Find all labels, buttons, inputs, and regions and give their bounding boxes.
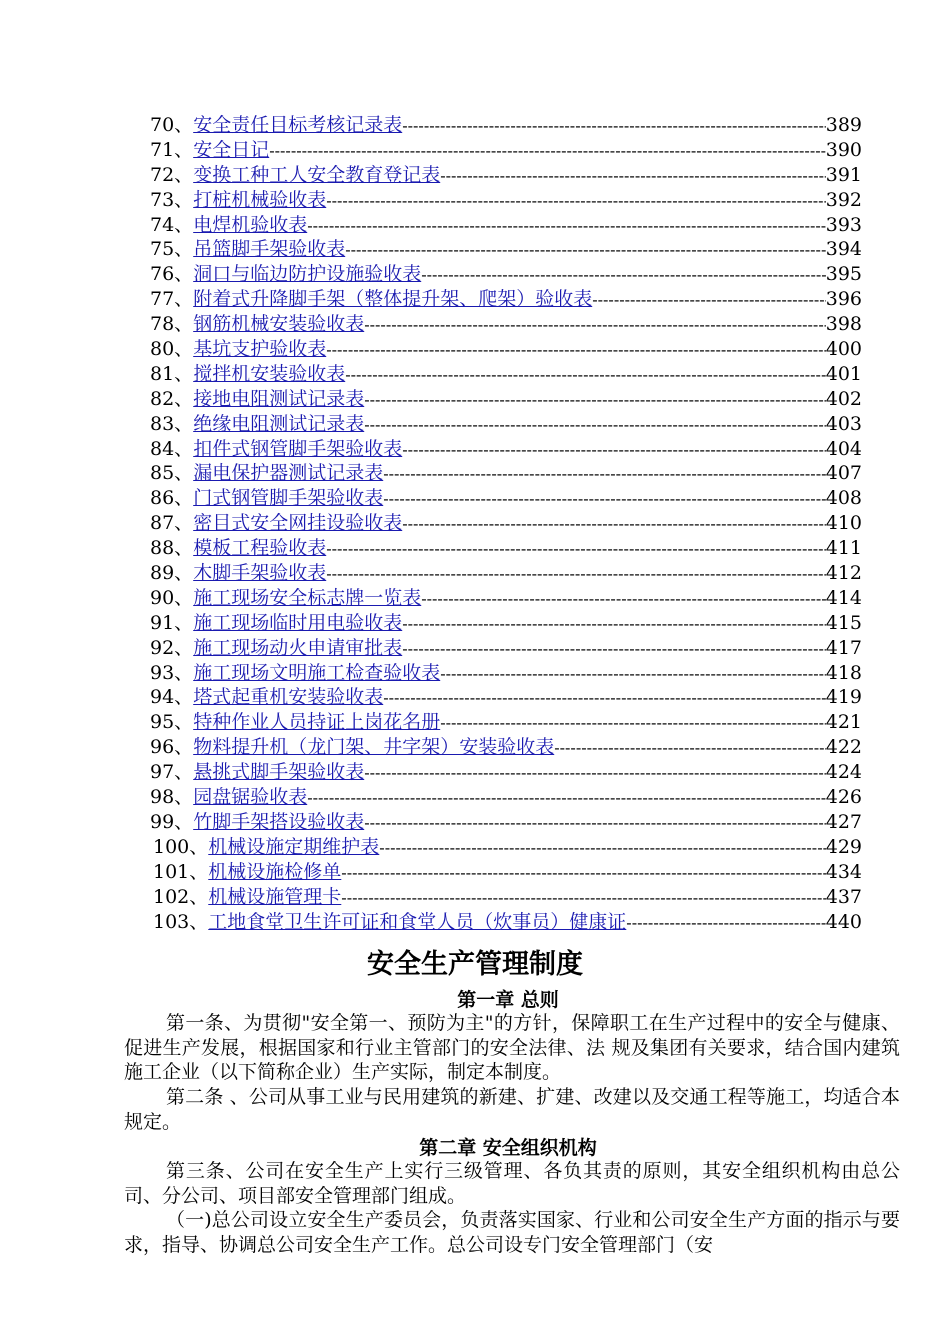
toc-number: 73、 [150,188,194,211]
toc-row [150,636,862,661]
toc-page-number: 410 [825,512,862,535]
toc-number: 82、 [150,387,194,410]
toc-number: 85、 [150,462,194,485]
toc-row [150,461,862,486]
toc-leader-dashes [402,438,826,462]
toc-leader-dashes [440,662,826,686]
article-paragraph: （一)总公司设立安全生产委员会，负责落实国家、行业和公司安全生产方面的指示与要求，指导、协调总公司安全生产工作。总公司设专门安全管理部门（安 [124,1209,900,1256]
toc-link[interactable]: 洞口与临边防护设施验收表 [193,263,422,286]
toc-leader-dashes [345,238,826,262]
toc-number: 98、 [150,786,194,809]
toc-number: 97、 [150,761,194,784]
toc-row [153,860,862,885]
toc-link[interactable]: 机械设施检修单 [208,860,342,883]
toc-link[interactable]: 机械设施管理卡 [208,885,342,908]
toc-leader-dashes [364,388,826,412]
toc-link[interactable]: 机械设施定期维护表 [208,835,380,858]
toc-leader-dashes [326,338,826,362]
toc-link[interactable]: 接地电阻测试记录表 [193,387,365,410]
toc-number: 91、 [150,611,194,634]
toc-number: 96、 [150,736,194,759]
toc-page-number: 402 [825,387,862,410]
toc-number: 103、 [153,910,209,933]
toc-row [153,910,862,935]
toc-row [150,312,862,337]
toc-page-number: 415 [825,611,862,634]
toc-leader-dashes [554,736,826,760]
toc-row [150,163,862,188]
toc-row [150,810,862,835]
toc-page-number: 389 [825,114,862,136]
toc-link[interactable]: 钢筋机械安装验收表 [193,313,365,336]
toc-leader-dashes [269,139,826,163]
toc-link[interactable]: 木脚手架验收表 [193,562,327,585]
toc-number: 92、 [150,636,194,659]
toc-link[interactable]: 基坑支护验收表 [193,338,327,361]
toc-row [150,760,862,785]
toc-leader-dashes [341,861,825,885]
toc-number: 94、 [150,686,194,709]
toc-number: 80、 [150,338,194,361]
toc-row [150,735,862,760]
toc-leader-dashes [421,263,826,287]
toc-leader-dashes [383,686,826,710]
toc-row [150,362,862,387]
toc-leader-dashes [592,288,826,312]
toc-row [150,262,862,287]
toc-leader-dashes [364,811,826,835]
toc-link[interactable]: 塔式起重机安装验收表 [193,686,384,709]
toc-page-number: 419 [825,686,862,709]
toc-row [150,113,862,138]
toc-number: 70、 [150,114,194,136]
toc-page-number: 422 [825,736,862,759]
table-of-contents [150,113,862,934]
toc-number: 74、 [150,213,194,236]
toc-page-number: 434 [825,860,862,883]
toc-row [150,437,862,462]
toc-leader-dashes [364,313,826,337]
toc-leader-dashes [383,487,826,511]
article-paragraph: 第三条、公司在安全生产上实行三级管理、各负其责的原则，其安全组织机构由总公司、分公司、项目部安全管理部门组成。 [124,1160,900,1207]
toc-leader-dashes [440,164,826,188]
toc-number: 95、 [150,711,194,734]
toc-row [153,835,862,860]
toc-leader-dashes [341,886,825,910]
toc-number: 78、 [150,313,194,336]
toc-row [150,237,862,262]
toc-page-number: 396 [825,288,862,311]
toc-row [150,412,862,437]
toc-page-number: 414 [825,586,862,609]
toc-page-number: 394 [825,238,862,261]
toc-link[interactable]: 打桩机械验收表 [193,188,327,211]
toc-number: 87、 [150,512,194,535]
toc-link[interactable]: 工地食堂卫生许可证和食堂人员（炊事员）健康证 [208,910,627,933]
toc-link[interactable]: 施工现场动火申请审批表 [193,636,403,659]
toc-row [150,611,862,636]
toc-page-number: 391 [825,163,862,186]
toc-leader-dashes [307,214,826,238]
toc-leader-dashes [626,911,825,935]
toc-row [150,561,862,586]
toc-number: 90、 [150,586,194,609]
toc-page-number: 398 [825,313,862,336]
toc-leader-dashes [402,612,826,636]
toc-row [150,661,862,686]
toc-page-number: 412 [825,562,862,585]
toc-page-number: 411 [825,537,862,560]
toc-page-number: 417 [825,636,862,659]
toc-page-number: 403 [825,412,862,435]
toc-link[interactable]: 电焊机验收表 [193,213,308,236]
toc-leader-dashes [364,761,826,785]
toc-page-number: 401 [825,362,862,385]
toc-number: 93、 [150,661,194,684]
toc-row [150,710,862,735]
toc-number: 76、 [150,263,194,286]
chapter-heading: 第一章 总则 [457,989,559,1011]
toc-page-number: 418 [825,661,862,684]
toc-row [150,188,862,213]
toc-leader-dashes [326,537,826,561]
toc-link[interactable]: 绝缘电阻测试记录表 [193,412,365,435]
toc-link[interactable]: 扣件式钢管脚手架验收表 [193,437,403,460]
toc-leader-dashes [345,363,826,387]
toc-row [150,287,862,312]
toc-link[interactable]: 漏电保护器测试记录表 [193,462,384,485]
toc-page-number: 424 [825,761,862,784]
toc-link[interactable]: 施工现场安全标志牌一览表 [193,586,422,609]
toc-link[interactable]: 施工现场临时用电验收表 [193,611,403,634]
toc-page-number: 437 [825,885,862,908]
toc-link[interactable]: 竹脚手架搭设验收表 [193,810,365,833]
toc-page-number: 392 [825,188,862,211]
toc-page-number: 440 [825,910,862,933]
toc-leader-dashes [402,114,826,138]
toc-link[interactable]: 模板工程验收表 [193,537,327,560]
toc-number: 101、 [153,860,209,883]
toc-number: 99、 [150,810,194,833]
toc-leader-dashes [383,462,826,486]
toc-row [150,586,862,611]
toc-leader-dashes [379,836,825,860]
toc-number: 102、 [153,885,209,908]
toc-link[interactable]: 门式钢管脚手架验收表 [193,487,384,510]
toc-leader-dashes [326,562,826,586]
toc-number: 89、 [150,562,194,585]
toc-leader-dashes [307,786,826,810]
toc-row [150,337,862,362]
toc-row [150,685,862,710]
toc-number: 77、 [150,288,194,311]
toc-row [150,785,862,810]
toc-page-number: 395 [825,263,862,286]
toc-number: 88、 [150,537,194,560]
toc-row [150,387,862,412]
toc-leader-dashes [402,512,826,536]
toc-leader-dashes [421,587,826,611]
toc-link[interactable]: 园盘锯验收表 [193,786,308,809]
toc-page-number: 429 [825,835,862,858]
toc-link[interactable]: 物料提升机（龙门架、井字架）安装验收表 [193,736,555,759]
toc-leader-dashes [440,711,826,735]
toc-number: 75、 [150,238,194,261]
toc-number: 81、 [150,362,194,385]
toc-link[interactable]: 变换工种工人安全教育登记表 [193,163,441,186]
toc-row [150,138,862,163]
toc-row [150,536,862,561]
toc-leader-dashes [402,637,826,661]
toc-link[interactable]: 特种作业人员持证上岗花名册 [193,711,441,734]
toc-leader-dashes [364,413,826,437]
toc-number: 72、 [150,163,194,186]
toc-row [150,213,862,238]
toc-link[interactable]: 施工现场文明施工检查验收表 [193,661,441,684]
toc-page-number: 421 [825,711,862,734]
toc-link[interactable]: 安全日记 [193,138,270,161]
article-paragraph: 第二条 、公司从事工业与民用建筑的新建、扩建、改建以及交通工程等施工，均适合本规定。 [124,1086,900,1133]
toc-link[interactable]: 附着式升降脚手架（整体提升架、爬架）验收表 [193,288,593,311]
toc-number: 86、 [150,487,194,510]
toc-number: 71、 [150,138,194,161]
toc-page-number: 407 [825,462,862,485]
toc-number: 100、 [153,835,209,858]
toc-page-number: 404 [825,437,862,460]
toc-page-number: 400 [825,338,862,361]
document-title: 安全生产管理制度 [367,949,583,980]
toc-page-number: 408 [825,487,862,510]
toc-page-number: 427 [825,810,862,833]
toc-link[interactable]: 吊篮脚手架验收表 [193,238,346,261]
article-paragraph: 第一条、为贯彻"安全第一、预防为主"的方针，保障职工在生产过程中的安全与健康、促进生产发展，根据国家和行业主管部门的安全法律、法 规及集团有关要求，结合国内建筑施工企业（以下简称企业）生产实际，制定本制度。 [124,1012,900,1084]
chapter-heading: 第二章 安全组织机构 [419,1137,597,1159]
toc-number: 83、 [150,412,194,435]
toc-row [153,885,862,910]
toc-number: 84、 [150,437,194,460]
toc-page-number: 426 [825,786,862,809]
toc-link[interactable]: 安全责任目标考核记录表 [193,114,403,136]
toc-page-number: 393 [825,213,862,236]
toc-link[interactable]: 搅拌机安装验收表 [193,362,346,385]
toc-leader-dashes [326,189,826,213]
toc-link[interactable]: 悬挑式脚手架验收表 [193,761,365,784]
toc-row [150,511,862,536]
toc-row [150,486,862,511]
toc-link[interactable]: 密目式安全网挂设验收表 [193,512,403,535]
toc-page-number: 390 [825,138,862,161]
